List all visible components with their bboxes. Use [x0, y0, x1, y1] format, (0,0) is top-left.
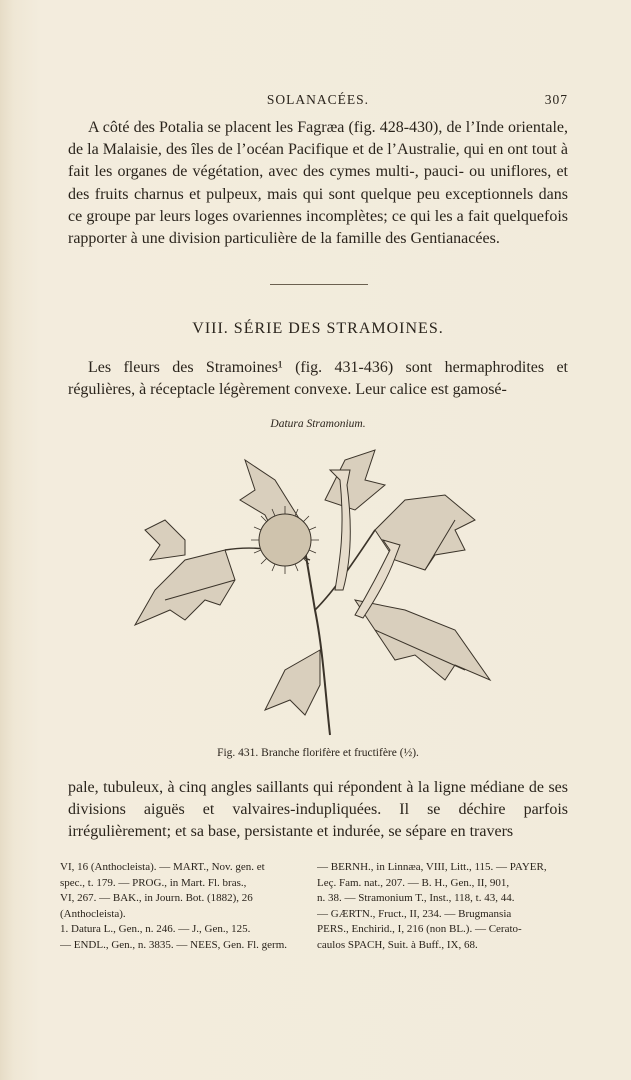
footnote-line: PERS., Enchirid., I, 216 (non BL.). — Cerato- — [317, 923, 522, 935]
footnote-line: VI, 267. — BAK., in Journ. Bot. (1882), 26 — [60, 892, 253, 904]
running-title: SOLANACÉES. — [266, 92, 370, 107]
footnote-line: (Anthocleista). — [60, 907, 126, 920]
footnote-line: caulos SPACH, Suit. à Buff., IX, 68. — [317, 938, 478, 951]
paragraph-stramoines — [68, 357, 568, 401]
footnote-line: n. 38. — Stramonium T., Inst., 118, t. 43, 44. — [317, 892, 515, 904]
footnotes-left-column — [60, 860, 305, 953]
paragraph-text: pale, tubuleux, à cinq angles saillants qui répondent à la ligne médiane de ses divisions aiguës et valvaires-indupliquées. Il se déchire parfois irrégulièrement; et sa base, persistante et indurée, se sépare en travers — [68, 779, 568, 841]
figure-title: Datura Stramonium. — [270, 418, 366, 430]
figure-caption: Fig. 431. Branche florifère et fructifère (½). — [217, 747, 419, 759]
footnote-line: 1. Datura L., Gen., n. 246. — J., Gen., 125. — [60, 923, 251, 935]
footnote-line: VI, 16 (Anthocleista). — MART., Nov. gen. et — [60, 861, 265, 873]
footnote-line: — BERNH., in Linnæa, VIII, Litt., 115. — PAYER, — [317, 861, 547, 873]
footnote-line: spec., t. 179. — PROG., in Mart. Fl. bras., — [60, 876, 247, 889]
running-header — [68, 92, 568, 112]
footnote-line: — ENDL., Gen., n. 3835. — NEES, Gen. Fl. germ. — [60, 938, 288, 951]
paragraph-calice — [68, 777, 568, 844]
paragraph-text: Les fleurs des Stramoines¹ (fig. 431-436) sont hermaphrodites et régulières, à réceptacle légèrement convexe. Leur calice est gamosé- — [68, 359, 568, 399]
footnotes-right-column — [317, 860, 562, 953]
paragraph-fagraea — [68, 117, 568, 250]
datura-illustration — [125, 440, 505, 740]
paragraph-text: A côté des Potalia se placent les Fagræa (fig. 428-430), de l’Inde orientale, de la Malaisie, des îles de l’océan Pacifique et de l’Australie, qui en ont tout à fait les organes de végétation, avec des cymes multi-, pauci- ou uniflores, et des fruits charnus et pulpeux, mais qui sont quelque peu exceptionnels dans ce groupe par leurs loges ovariennes incomplètes; ce qui les a fait quelquefois rapporter à une division particulière de la famille des Gentianacées. — [68, 119, 568, 248]
footnote-line: — GÆRTN., Fruct., II, 234. — Brugmansia — [317, 907, 512, 920]
separator-rule — [270, 284, 368, 285]
page-number: 307 — [544, 92, 568, 107]
footnote-line: Leç. Fam. nat., 207. — B. H., Gen., II, 901, — [317, 876, 510, 889]
section-heading: VIII. SÉRIE DES STRAMOINES. — [192, 320, 444, 337]
